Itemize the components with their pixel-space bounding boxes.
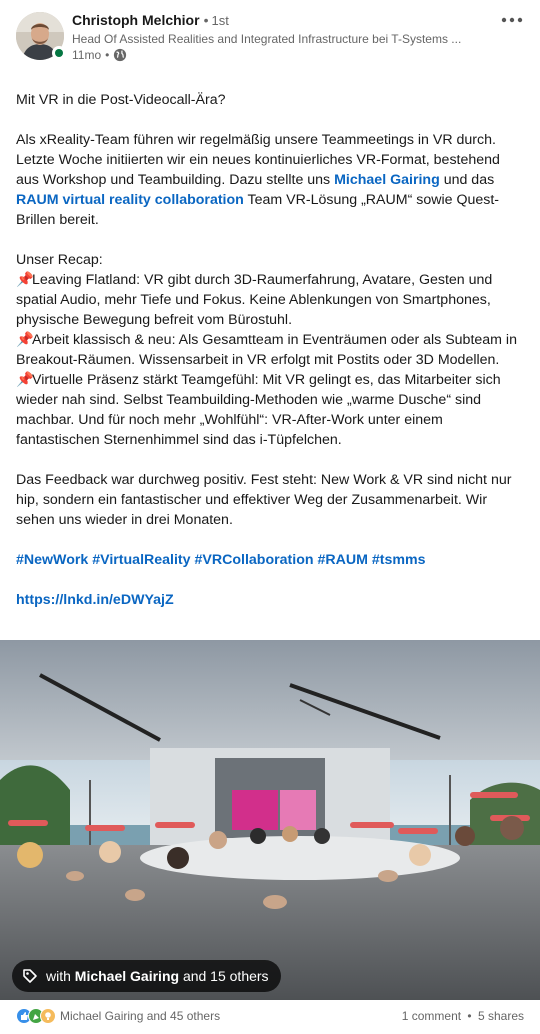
- tag-icon: [22, 968, 38, 984]
- hashtag-link[interactable]: #tsmms: [371, 552, 426, 568]
- pushpin-icon: 📌: [16, 372, 34, 388]
- author-line: [72, 12, 229, 28]
- post-header: [0, 0, 540, 80]
- mention-michael-gairing[interactable]: Michael Gairing: [334, 172, 440, 188]
- reactors-summary[interactable]: Michael Gairing and 45 others: [60, 1009, 221, 1023]
- social-counts: [0, 1004, 540, 1030]
- tagged-people-button[interactable]: [12, 960, 281, 992]
- connection-degree: 1st: [211, 13, 229, 28]
- hashtag-link[interactable]: #VRCollaboration: [194, 552, 314, 568]
- more-horizontal-icon: [498, 10, 526, 30]
- paragraph-text: Als xReality-Team führen wir regelmäßig unsere Teammeetings in VR durch. Letzte Woche initiierten wir ein neues kontinuierliches VR-Format, bestehend aus Workshop und Teambuilding. Dazu stellte uns: [16, 132, 500, 188]
- author-name[interactable]: Christoph Melchior: [72, 12, 200, 28]
- post-paragraph: [16, 130, 526, 230]
- tag-name: Michael Gairing: [74, 968, 180, 984]
- bullet-text: Virtuelle Präsenz stärkt Teamgefühl: Mit VR gelingt es, das Mitarbeiter sich wieder nah sind. Selbst Teambuilding-Methoden wie „warme Dusche“ sind machbar. Und für noch mehr „Wohlfühl“: VR-After-Work unter einem fantastischen Sternenhimmel sind das i-Tüpfelchen.: [16, 372, 501, 448]
- pushpin-icon: 📌: [16, 272, 34, 288]
- hashtag-link[interactable]: #RAUM: [317, 552, 368, 568]
- globe-icon: [113, 48, 127, 62]
- recap-bullet: [16, 330, 526, 370]
- pushpin-icon: 📌: [16, 332, 34, 348]
- post-body: [16, 90, 526, 610]
- mention-raum-company[interactable]: RAUM virtual reality collaboration: [16, 192, 244, 208]
- author-headline: Head Of Assisted Realities and Integrated Infrastructure bei T-Systems ...: [72, 32, 462, 46]
- online-status-indicator: [52, 46, 66, 60]
- post-image[interactable]: [0, 640, 540, 1000]
- engagement-counts: [402, 1009, 524, 1023]
- tag-suffix: and 15 others: [182, 968, 269, 984]
- post-meta: [72, 48, 127, 62]
- bullet-text: Arbeit klassisch & neu: Als Gesamtteam in Eventräumen oder als Subteam in Breakout-Räumen. Wissensarbeit in VR erfolgt mit Postits oder 3D Modellen.: [16, 332, 517, 368]
- insightful-icon: [40, 1008, 56, 1024]
- vr-meeting-scene: [0, 640, 540, 1000]
- meta-separator: •: [105, 48, 110, 62]
- recap-bullet: [16, 270, 526, 330]
- hashtag-link[interactable]: #VirtualReality: [92, 552, 191, 568]
- bullet-text: Leaving Flatland: VR gibt durch 3D-Raumerfahrung, Avatare, Gesten und spatial Audio, mehr Tiefe und Fokus. Keine Ablenkungen von Smartphones, physische Bewegung befreit vom Bürostuhl.: [16, 272, 493, 328]
- tag-prefix: with: [46, 968, 71, 984]
- author-avatar[interactable]: [16, 12, 64, 60]
- paragraph-text: und das: [439, 172, 495, 188]
- tag-text: [46, 968, 269, 984]
- post-intro: Mit VR in die Post-Videocall-Ära?: [16, 92, 226, 108]
- degree-separator: •: [203, 12, 209, 28]
- post-conclusion: Das Feedback war durchweg positiv. Fest steht: New Work & VR sind nicht nur hip, sondern ein fantastischer und effektiver Weg der Zusammenarbeit. Wir sehen uns wieder in drei Monaten.: [16, 472, 512, 528]
- post-time: 11mo: [72, 48, 102, 62]
- more-options-button[interactable]: [498, 10, 526, 30]
- paragraph-text: Team VR-Lösung „RAUM“ sowie Quest-Brillen bereit.: [16, 192, 500, 228]
- hashtag-line: [16, 550, 526, 570]
- recap-heading: Unser Recap:: [16, 252, 103, 268]
- counts-separator: •: [467, 1009, 472, 1023]
- hashtag-link[interactable]: #NewWork: [16, 552, 89, 568]
- comments-count[interactable]: 1 comment: [401, 1009, 462, 1023]
- reaction-icons[interactable]: [16, 1008, 52, 1024]
- recap-bullet: [16, 370, 526, 450]
- external-link[interactable]: https://lnkd.in/eDWYajZ: [16, 592, 174, 608]
- shares-count[interactable]: 5 shares: [477, 1009, 524, 1023]
